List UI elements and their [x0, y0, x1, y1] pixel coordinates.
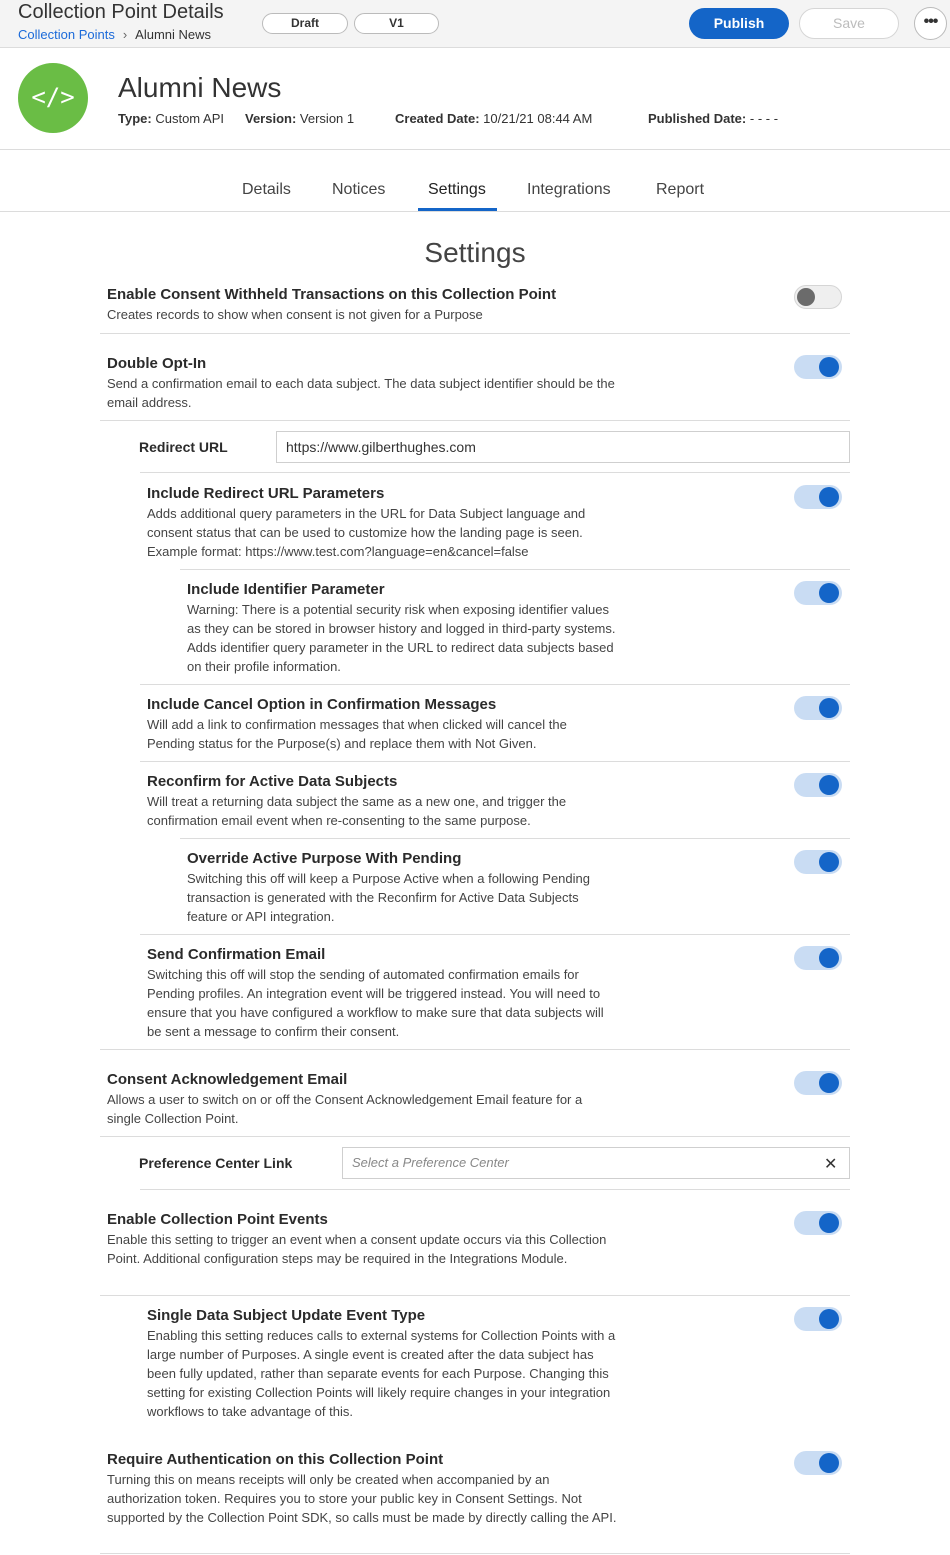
settings-heading: Settings — [424, 237, 526, 268]
more-options-button[interactable] — [914, 7, 947, 40]
breadcrumb-separator: › — [122, 27, 128, 42]
setting-include-cancel-option: Include Cancel Option in Confirmation Messages Will add a link to confirmation messages that when clicked will cancel the Pending status for the Purpose(s) and replace them with Not Given. — [147, 696, 567, 751]
setting-include-redirect-params: Include Redirect URL Parameters Adds additional query parameters in the URL for Data Subject language and consent status that can be used to customize how the landing page is seen. Example format: https://www.test.com?language=en&cancel=false — [147, 485, 586, 559]
status-badge: Draft — [262, 13, 348, 34]
publish-button[interactable]: Publish — [689, 8, 789, 39]
setting-single-update-event-type: Single Data Subject Update Event Type Enabling this setting reduces calls to external systems for Collection Points with a large number of Purposes. A single event is created after the data subject has been fully updated, rather than separate events for each Purpose. Changing this setting for existing Collection Points will likely require changes in your integration workflows to take advantage of this. — [147, 1307, 616, 1419]
meta-type: Type: Custom API — [118, 111, 224, 126]
preference-center-select[interactable]: Select a Preference Center — [342, 1147, 850, 1179]
tab-report[interactable]: Report — [656, 181, 705, 198]
breadcrumb — [18, 27, 211, 42]
setting-send-confirmation-email: Send Confirmation Email Switching this off will stop the sending of automated confirmation emails for Pending profiles. An integration event will be triggered instead. You will need to ensure that you have configured a workflow to make sure that data subjects will be sent a message to confirm their consent. — [147, 946, 604, 1039]
tab-details[interactable]: Details — [242, 181, 291, 198]
setting-consent-ack-email: Consent Acknowledgement Email Allows a user to switch on or off the Consent Acknowledgement Email feature for a single Collection Point. — [107, 1071, 583, 1126]
preference-center-label: Preference Center Link — [139, 1155, 293, 1171]
redirect-url-input[interactable]: https://www.gilberthughes.com — [276, 431, 850, 463]
meta-published-date: Published Date: - - - - — [648, 111, 779, 126]
toggle-collection-point-events[interactable] — [794, 1211, 842, 1235]
toggle-include-cancel-option[interactable] — [794, 696, 842, 720]
tab-settings[interactable]: Settings — [428, 181, 486, 198]
toggle-include-identifier-param[interactable] — [794, 581, 842, 605]
tab-notices[interactable]: Notices — [332, 181, 386, 198]
toggle-send-confirmation-email[interactable] — [794, 946, 842, 970]
setting-reconfirm-active: Reconfirm for Active Data Subjects Will treat a returning data subject the same as a new one, and trigger the confirmation email event when re-consenting to the same purpose. — [147, 773, 567, 828]
meta-version: Version: Version 1 — [245, 111, 355, 126]
version-badge[interactable]: V1 — [354, 13, 439, 34]
clear-icon[interactable]: ✕ — [824, 1156, 838, 1173]
toggle-include-redirect-params[interactable] — [794, 485, 842, 509]
setting-collection-point-events: Enable Collection Point Events Enable this setting to trigger an event when a consent update occurs via this Collection Point. Additional configuration steps may be required in the Integrations Module. — [107, 1211, 607, 1266]
code-icon: </> — [18, 63, 88, 133]
breadcrumb-current: Alumni News — [135, 27, 212, 42]
redirect-url-label: Redirect URL — [139, 439, 228, 455]
tab-integrations[interactable]: Integrations — [527, 181, 611, 198]
entity-header — [0, 49, 950, 150]
toggle-reconfirm-active[interactable] — [794, 773, 842, 797]
toggle-consent-withheld[interactable] — [794, 285, 842, 309]
setting-double-opt-in: Double Opt-In Send a confirmation email to each data subject. The data subject identifier should be the email address. — [107, 355, 615, 410]
toggle-require-authentication[interactable] — [794, 1451, 842, 1475]
meta-created-date: Created Date: 10/21/21 08:44 AM — [395, 111, 593, 126]
toggle-override-active-purpose[interactable] — [794, 850, 842, 874]
top-bar — [0, 0, 950, 48]
setting-include-identifier-param: Include Identifier Parameter Warning: There is a potential security risk when exposing identifier values as they can be stored in browser history and logged in third-party systems. Adds identifier query parameter in the URL to redirect data subjects based on their profile information. — [187, 581, 616, 674]
entity-name: Alumni News — [118, 72, 282, 103]
toggle-single-update-event-type[interactable] — [794, 1307, 842, 1331]
tab-bar — [0, 150, 950, 212]
setting-require-authentication: Require Authentication on this Collection Point Turning this on means receipts will only be created when accompanied by an authorization token. Requires you to store your public key in Consent Settings. Not supported by the Collection Point SDK, so calls must be made by directly calling the API. — [107, 1451, 617, 1525]
setting-override-active-purpose: Override Active Purpose With Pending Switching this off will keep a Purpose Active when a following Pending transaction is generated with the Reconfirm for Active Data Subjects feature or API integration. — [187, 850, 590, 924]
save-button[interactable]: Save — [799, 8, 899, 39]
toggle-double-opt-in[interactable] — [794, 355, 842, 379]
setting-consent-withheld: Enable Consent Withheld Transactions on this Collection Point Creates records to show when consent is not given for a Purpose — [107, 286, 557, 322]
breadcrumb-link-collection-points[interactable]: Collection Points — [18, 27, 115, 42]
page-title: Collection Point Details — [18, 1, 224, 23]
ellipsis-icon: ••• — [923, 13, 938, 30]
active-tab-indicator — [418, 208, 497, 211]
toggle-consent-ack-email[interactable] — [794, 1071, 842, 1095]
